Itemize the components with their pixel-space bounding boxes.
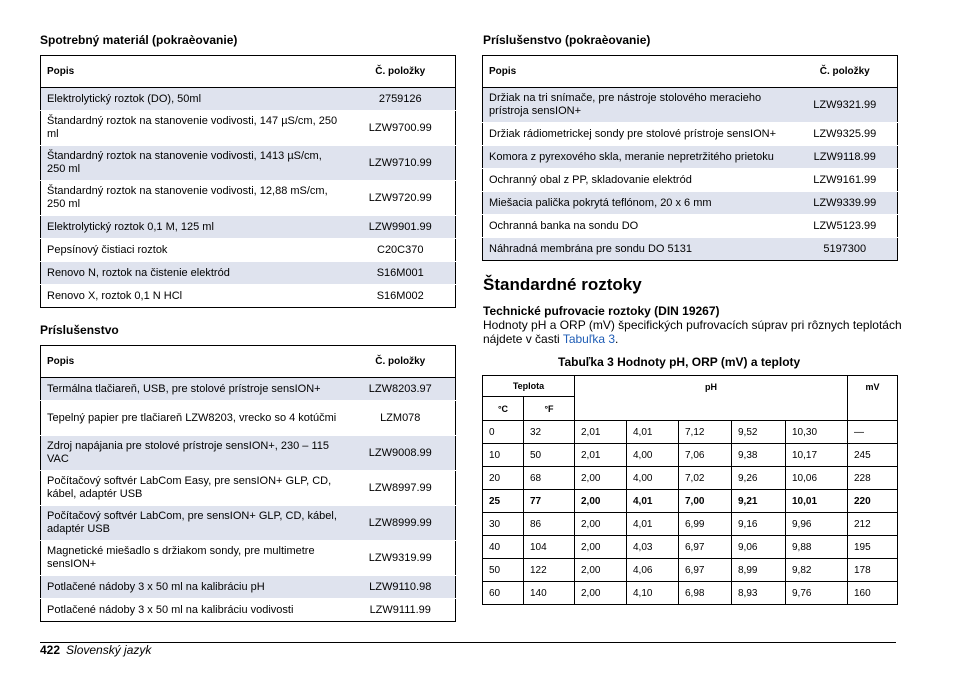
buffer-cell: 30 xyxy=(483,513,524,536)
buffer-cell: 32 xyxy=(524,421,575,444)
buffer-cell: 77 xyxy=(524,490,575,513)
buffer-cell: 9,96 xyxy=(786,513,848,536)
table-row xyxy=(483,192,898,215)
table-row xyxy=(41,262,456,285)
header-celsius: °C xyxy=(483,397,524,421)
buffer-cell: 10 xyxy=(483,444,524,467)
page-number: 422 xyxy=(40,643,61,657)
cell-item-number: LZW9118.99 xyxy=(793,146,898,169)
buffer-cell: 8,93 xyxy=(732,582,786,605)
buffer-cell: 6,97 xyxy=(679,559,732,582)
buffer-cell: 7,06 xyxy=(679,444,732,467)
page-footer xyxy=(40,643,151,657)
buffer-cell: 4,01 xyxy=(627,490,679,513)
table-row xyxy=(41,506,456,541)
buffer-cell: 6,97 xyxy=(679,536,732,559)
buffer-cell: 220 xyxy=(848,490,898,513)
cell-item-number: LZM078 xyxy=(346,401,456,436)
buffer-cell: 178 xyxy=(848,559,898,582)
buffer-cell: 60 xyxy=(483,582,524,605)
cell-item-number: LZW8997.99 xyxy=(346,471,456,506)
buffer-values-table xyxy=(482,375,898,605)
header-description: Popis xyxy=(41,56,346,88)
buffer-cell: 7,00 xyxy=(679,490,732,513)
buffer-cell: 4,00 xyxy=(627,467,679,490)
buffer-cell: 104 xyxy=(524,536,575,559)
cell-description: Potlačené nádoby 3 x 50 ml na kalibráciu pH xyxy=(41,576,346,599)
cell-description: Držiak na tri snímače, pre nástroje stolového meracieho prístroja sensION+ xyxy=(483,88,793,123)
table-row xyxy=(41,146,456,181)
buffer-cell: 25 xyxy=(483,490,524,513)
buffer-cell: 9,52 xyxy=(732,421,786,444)
cell-item-number: LZW9339.99 xyxy=(793,192,898,215)
cell-description: Miešacia palička pokrytá teflónom, 20 x 6 mm xyxy=(483,192,793,215)
buffer-cell: 4,01 xyxy=(627,421,679,444)
cell-description: Termálna tlačiareň, USB, pre stolové prístroje sensION+ xyxy=(41,378,346,401)
buffer-row xyxy=(483,490,898,513)
buffer-row xyxy=(483,513,898,536)
table-row xyxy=(41,401,456,436)
buffer-row xyxy=(483,467,898,490)
cell-item-number: LZW5123.99 xyxy=(793,215,898,238)
cell-description: Ochranná banka na sondu DO xyxy=(483,215,793,238)
buffer-row xyxy=(483,444,898,467)
buffer-cell: 2,00 xyxy=(575,490,627,513)
table-3-caption: Tabuľka 3 Hodnoty pH, ORP (mV) a teploty xyxy=(558,355,801,369)
header-item-number: Č. položky xyxy=(346,56,456,88)
cell-description: Elektrolytický roztok (DO), 50ml xyxy=(41,88,346,111)
consumables-title: Spotrebný materiál (pokraèovanie) xyxy=(40,33,238,47)
buffers-subheading: Technické pufrovacie roztoky (DIN 19267) xyxy=(483,304,720,318)
cell-description: Elektrolytický roztok 0,1 M, 125 ml xyxy=(41,216,346,239)
buffer-cell: 4,01 xyxy=(627,513,679,536)
cell-item-number: C20C370 xyxy=(346,239,456,262)
buffer-cell: 4,03 xyxy=(627,536,679,559)
buffer-cell: 0 xyxy=(483,421,524,444)
table-row xyxy=(483,215,898,238)
cell-description: Komora z pyrexového skla, meranie nepretržitého prietoku xyxy=(483,146,793,169)
table-3-link[interactable]: Tabuľka 3 xyxy=(562,332,616,346)
cell-item-number: S16M001 xyxy=(346,262,456,285)
cell-description: Štandardný roztok na stanovenie vodivosti, 12,88 mS/cm, 250 ml xyxy=(41,181,346,216)
buffer-cell: 4,06 xyxy=(627,559,679,582)
buffer-cell: 195 xyxy=(848,536,898,559)
cell-description: Zdroj napájania pre stolové prístroje sensION+, 230 – 115 VAC xyxy=(41,436,346,471)
cell-description: Renovo N, roztok na čistenie elektród xyxy=(41,262,346,285)
cell-item-number: 2759126 xyxy=(346,88,456,111)
accessories-cont-title: Príslušenstvo (pokraèovanie) xyxy=(483,33,651,47)
buffer-cell: 6,98 xyxy=(679,582,732,605)
cell-item-number: LZW9319.99 xyxy=(346,541,456,576)
header-item-number: Č. položky xyxy=(793,56,898,88)
buffer-cell: 20 xyxy=(483,467,524,490)
cell-item-number: LZW8999.99 xyxy=(346,506,456,541)
buffer-cell: 245 xyxy=(848,444,898,467)
buffer-cell: 160 xyxy=(848,582,898,605)
table-row xyxy=(483,238,898,261)
buffer-cell: 2,00 xyxy=(575,467,627,490)
buffer-cell: 2,00 xyxy=(575,559,627,582)
header-mv: mV xyxy=(848,376,898,421)
buffer-cell: 9,88 xyxy=(786,536,848,559)
buffer-cell: 40 xyxy=(483,536,524,559)
buffer-cell: 2,00 xyxy=(575,582,627,605)
buffer-cell: 140 xyxy=(524,582,575,605)
footer-language: Slovenský jazyk xyxy=(66,643,152,657)
cell-description: Držiak rádiometrickej sondy pre stolové prístroje sensION+ xyxy=(483,123,793,146)
header-item-number: Č. položky xyxy=(346,346,456,378)
buffer-cell: 10,06 xyxy=(786,467,848,490)
buffer-cell: 7,02 xyxy=(679,467,732,490)
table-row xyxy=(41,436,456,471)
buffer-cell: 228 xyxy=(848,467,898,490)
footer-rule xyxy=(40,642,896,643)
buffer-row xyxy=(483,421,898,444)
buffers-paragraph xyxy=(483,318,903,346)
table-row xyxy=(483,146,898,169)
buffer-cell: 9,16 xyxy=(732,513,786,536)
buffer-cell: 2,01 xyxy=(575,444,627,467)
buffer-cell: 10,17 xyxy=(786,444,848,467)
buffer-cell: 9,21 xyxy=(732,490,786,513)
cell-item-number: S16M002 xyxy=(346,285,456,308)
buffer-cell: — xyxy=(848,421,898,444)
buffer-cell: 4,00 xyxy=(627,444,679,467)
buffer-cell: 7,12 xyxy=(679,421,732,444)
cell-item-number: LZW9720.99 xyxy=(346,181,456,216)
buffer-cell: 9,38 xyxy=(732,444,786,467)
buffer-cell: 9,76 xyxy=(786,582,848,605)
cell-item-number: LZW9111.99 xyxy=(346,599,456,622)
cell-item-number: LZW9161.99 xyxy=(793,169,898,192)
table-row xyxy=(41,541,456,576)
table-row xyxy=(41,216,456,239)
accessories-title: Príslušenstvo xyxy=(40,323,119,337)
table-header-row xyxy=(41,56,456,88)
paragraph-end: . xyxy=(615,332,619,346)
cell-description: Renovo X, roztok 0,1 N HCl xyxy=(41,285,346,308)
cell-item-number: 5197300 xyxy=(793,238,898,261)
header-description: Popis xyxy=(483,56,793,88)
buffer-row xyxy=(483,559,898,582)
table-row xyxy=(41,111,456,146)
table-row xyxy=(41,88,456,111)
buffer-cell: 9,06 xyxy=(732,536,786,559)
cell-description: Štandardný roztok na stanovenie vodivosti, 1413 µS/cm, 250 ml xyxy=(41,146,346,181)
table-row xyxy=(41,599,456,622)
cell-description: Ochranný obal z PP, skladovanie elektród xyxy=(483,169,793,192)
table-row xyxy=(483,123,898,146)
buffer-cell: 9,82 xyxy=(786,559,848,582)
cell-description: Tepelný papier pre tlačiareň LZW8203, vrecko so 4 kotúčmi xyxy=(41,401,346,436)
cell-item-number: LZW9321.99 xyxy=(793,88,898,123)
table-row xyxy=(41,239,456,262)
buffer-cell: 4,10 xyxy=(627,582,679,605)
buffer-cell: 2,00 xyxy=(575,536,627,559)
cell-item-number: LZW9008.99 xyxy=(346,436,456,471)
consumables-table xyxy=(40,55,456,308)
header-ph: pH xyxy=(575,376,848,421)
cell-item-number: LZW9110.98 xyxy=(346,576,456,599)
buffer-cell: 50 xyxy=(483,559,524,582)
cell-description: Potlačené nádoby 3 x 50 ml na kalibráciu vodivosti xyxy=(41,599,346,622)
buffer-cell: 212 xyxy=(848,513,898,536)
buffer-cell: 2,01 xyxy=(575,421,627,444)
table-row xyxy=(41,181,456,216)
buffer-header-row xyxy=(483,376,898,397)
cell-item-number: LZW9700.99 xyxy=(346,111,456,146)
buffer-cell: 122 xyxy=(524,559,575,582)
cell-description: Náhradná membrána pre sondu DO 5131 xyxy=(483,238,793,261)
table-row xyxy=(41,576,456,599)
cell-item-number: LZW9901.99 xyxy=(346,216,456,239)
buffer-row xyxy=(483,582,898,605)
standards-heading: Štandardné roztoky xyxy=(483,275,642,294)
cell-description: Počítačový softvér LabCom, pre sensION+ GLP, CD, kábel, adaptér USB xyxy=(41,506,346,541)
header-temperature: Teplota xyxy=(483,376,575,397)
table-header-row xyxy=(41,346,456,378)
cell-description: Štandardný roztok na stanovenie vodivosti, 147 µS/cm, 250 ml xyxy=(41,111,346,146)
buffer-cell: 50 xyxy=(524,444,575,467)
cell-description: Pepsínový čistiaci roztok xyxy=(41,239,346,262)
buffer-cell: 10,01 xyxy=(786,490,848,513)
cell-description: Magnetické miešadlo s držiakom sondy, pre multimetre sensION+ xyxy=(41,541,346,576)
table-row xyxy=(483,88,898,123)
accessories-cont-table xyxy=(482,55,898,261)
buffer-cell: 9,26 xyxy=(732,467,786,490)
header-fahrenheit: °F xyxy=(524,397,575,421)
cell-item-number: LZW9710.99 xyxy=(346,146,456,181)
cell-item-number: LZW9325.99 xyxy=(793,123,898,146)
buffer-row xyxy=(483,536,898,559)
buffer-cell: 6,99 xyxy=(679,513,732,536)
cell-item-number: LZW8203.97 xyxy=(346,378,456,401)
accessories-table xyxy=(40,345,456,622)
table-row xyxy=(41,285,456,308)
buffer-cell: 8,99 xyxy=(732,559,786,582)
table-row xyxy=(483,169,898,192)
header-description: Popis xyxy=(41,346,346,378)
buffer-cell: 86 xyxy=(524,513,575,536)
paragraph-text: Hodnoty pH a ORP (mV) špecifických pufrovacích súprav pri rôznych teplotách nájdete v časti xyxy=(483,318,902,346)
table-row xyxy=(41,471,456,506)
table-header-row xyxy=(483,56,898,88)
buffer-cell: 2,00 xyxy=(575,513,627,536)
buffer-cell: 10,30 xyxy=(786,421,848,444)
table-row xyxy=(41,378,456,401)
cell-description: Počítačový softvér LabCom Easy, pre sensION+ GLP, CD, kábel, adaptér USB xyxy=(41,471,346,506)
buffer-cell: 68 xyxy=(524,467,575,490)
